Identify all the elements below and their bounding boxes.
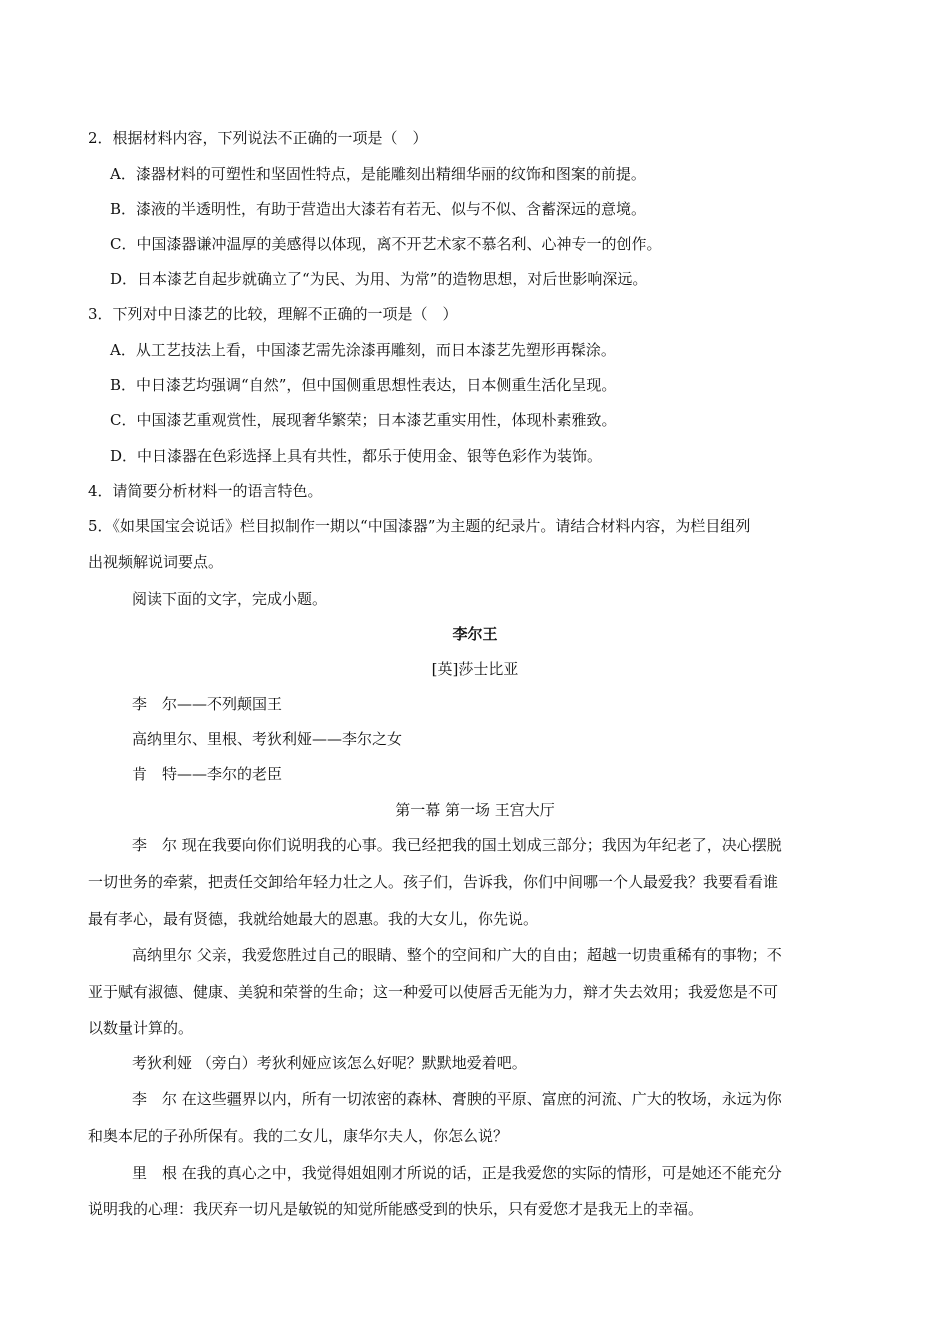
question-2-stem: 2．根据材料内容，下列说法不正确的一项是（ ） [88, 129, 428, 147]
speech-goneril-line: 亚于赋有淑德、健康、美貌和荣誉的生命；这一种爱可以使唇舌无能为力，辩才失去效用；我爱您是不可 [88, 983, 779, 1001]
question-3-option-a: A．从工艺技法上看，中国漆艺需先涂漆再雕刻，而日本漆艺先塑形再髹涂。 [110, 341, 616, 359]
question-4: 4．请简要分析材料一的语言特色。 [88, 482, 323, 500]
question-2-option-a: A．漆器材料的可塑性和坚固性特点，是能雕刻出精细华丽的纹饰和图案的前提。 [110, 165, 646, 183]
speech-regan-line: 说明我的心理：我厌弃一切凡是敏锐的知觉所能感受到的快乐，只有爱您才是我无上的幸福。 [88, 1200, 704, 1218]
question-3-option-b: B．中日漆艺均强调“自然”，但中国侧重思想性表达，日本侧重生活化呈现。 [110, 376, 617, 394]
speech-regan-line: 里 根 在我的真心之中，我觉得姐姐刚才所说的话，正是我爱您的实际的情形，可是她还不能充分 [132, 1164, 782, 1182]
speech-lear-1-line: 一切世务的牵萦，把责任交卸给年轻力壮之人。孩子们，告诉我，你们中间哪一个人最爱我？我要看看谁 [88, 873, 779, 891]
cast-item: 李 尔——不列颠国王 [132, 695, 283, 713]
question-2-option-b: B．漆液的半透明性，有助于营造出大漆若有若无、似与不似、含蓄深远的意境。 [110, 200, 647, 218]
scene-heading: 第一幕 第一场 王宫大厅 [395, 801, 555, 819]
question-2-option-d: D．日本漆艺自起步就确立了“为民、为用、为常”的造物思想，对后世影响深远。 [110, 270, 648, 288]
question-3-option-c: C．中国漆艺重观赏性，展现奢华繁荣；日本漆艺重实用性，体现朴素雅致。 [110, 411, 617, 429]
speech-lear-1-line: 最有孝心，最有贤德，我就给她最大的恩惠。我的大女儿，你先说。 [88, 910, 539, 928]
speech-lear-1-line: 李 尔 现在我要向你们说明我的心事。我已经把我的国土划成三部分；我因为年纪老了，决心摆脱 [132, 836, 782, 854]
question-3-option-d: D．中日漆器在色彩选择上具有共性，都乐于使用金、银等色彩作为装饰。 [110, 447, 603, 465]
play-title: 李尔王 [452, 625, 498, 643]
cast-item: 肯 特——李尔的老臣 [132, 765, 283, 783]
reading-instruction: 阅读下面的文字，完成小题。 [132, 590, 328, 608]
speech-cordelia-line: 考狄利娅 （旁白）考狄利娅应该怎么好呢？默默地爱着吧。 [132, 1054, 527, 1072]
speech-goneril-line: 以数量计算的。 [88, 1019, 194, 1037]
speech-lear-2-line: 李 尔 在这些疆界以内，所有一切浓密的森林、膏腴的平原、富庶的河流、广大的牧场，永远为你 [132, 1090, 782, 1108]
question-2-option-c: C．中国漆器谦冲温厚的美感得以体现，离不开艺术家不慕名利、心神专一的创作。 [110, 235, 662, 253]
question-3-stem: 3．下列对中日漆艺的比较，理解不正确的一项是（ ） [88, 305, 458, 323]
cast-item: 高纳里尔、里根、考狄利娅——李尔之女 [132, 730, 403, 748]
speech-goneril-line: 高纳里尔 父亲，我爱您胜过自己的眼睛、整个的空间和广大的自由；超越一切贵重稀有的事物；不 [132, 946, 782, 964]
question-5-line-1: 5．《如果国宝会说话》栏目拟制作一期以“中国漆器”为主题的纪录片。请结合材料内容，为栏目组列 [88, 517, 751, 535]
play-author: [英]莎士比亚 [431, 660, 519, 678]
question-5-line-2: 出视频解说词要点。 [88, 553, 224, 571]
speech-lear-2-line: 和奥本尼的子孙所保有。我的二女儿，康华尔夫人，你怎么说？ [88, 1127, 509, 1145]
